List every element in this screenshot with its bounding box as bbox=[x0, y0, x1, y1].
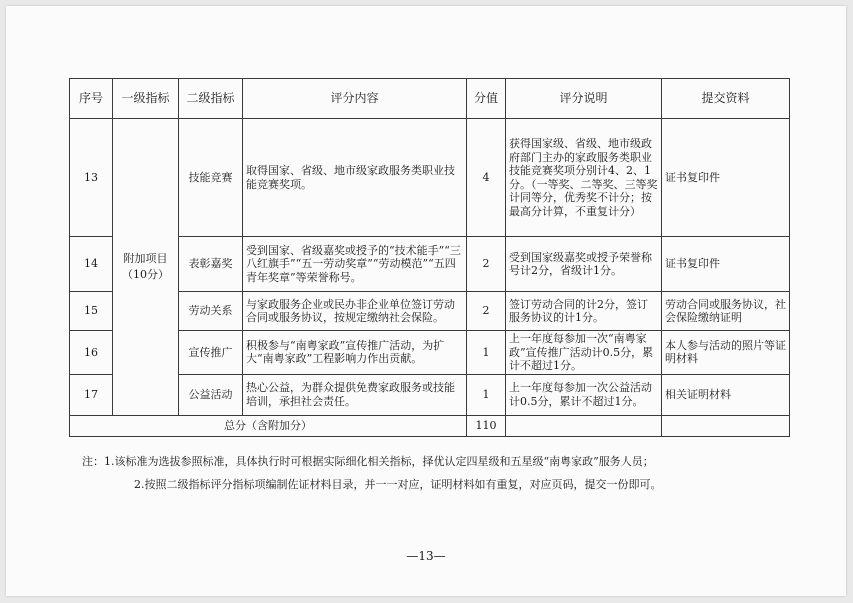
footnote-2: 2.按照二级指标评分指标项编制佐证材料目录，并一一对应，证明材料如有重复，对应页码，提交一份即可。 bbox=[134, 478, 662, 491]
row-content: 受到国家、省级嘉奖或授予的“技术能手”“三八红旗手”“五一劳动奖章”“劳动模范”“五四青年奖章”等荣誉称号。 bbox=[243, 237, 467, 292]
table-header-row bbox=[70, 79, 790, 119]
row-index: 17 bbox=[70, 374, 113, 415]
row-index: 14 bbox=[70, 237, 113, 292]
header-materials: 提交资料 bbox=[662, 79, 790, 119]
footnote-1: 注：1.该标准为选拔参照标准，具体执行时可根据实际细化相关指标，择优认定四星级和五星级“南粤家政”服务人员； bbox=[82, 455, 654, 468]
row-materials: 本人参与活动的照片等证明材料 bbox=[662, 331, 790, 375]
row-explanation: 上一年度每参加一次公益活动计0.5分，累计不超过1分。 bbox=[506, 374, 662, 415]
document-page bbox=[6, 6, 846, 596]
page-number: —13— bbox=[406, 549, 446, 563]
table-row bbox=[70, 119, 790, 237]
total-value: 110 bbox=[467, 415, 506, 436]
level1-additional: 附加项目 （10分） bbox=[113, 119, 179, 416]
row-index: 15 bbox=[70, 292, 113, 331]
header-score: 分值 bbox=[467, 79, 506, 119]
total-empty-cell bbox=[506, 415, 662, 436]
row-content: 取得国家、省级、地市级家政服务类职业技能竞赛奖项。 bbox=[243, 119, 467, 237]
total-empty-cell bbox=[662, 415, 790, 436]
row-score: 1 bbox=[467, 374, 506, 415]
row-level2: 表彰嘉奖 bbox=[179, 237, 243, 292]
header-level1: 一级指标 bbox=[113, 79, 179, 119]
row-score: 4 bbox=[467, 119, 506, 237]
row-content: 与家政服务企业或民办非企业单位签订劳动合同或服务协议，按规定缴纳社会保险。 bbox=[243, 292, 467, 331]
row-score: 1 bbox=[467, 331, 506, 375]
row-materials: 劳动合同或服务协议，社会保险缴纳证明 bbox=[662, 292, 790, 331]
row-index: 13 bbox=[70, 119, 113, 237]
total-label: 总分（含附加分） bbox=[70, 415, 467, 436]
row-score: 2 bbox=[467, 237, 506, 292]
row-explanation: 受到国家级嘉奖或授予荣誉称号计2分，省级计1分。 bbox=[506, 237, 662, 292]
row-level2: 公益活动 bbox=[179, 374, 243, 415]
row-score: 2 bbox=[467, 292, 506, 331]
row-index: 16 bbox=[70, 331, 113, 375]
row-materials: 证书复印件 bbox=[662, 119, 790, 237]
total-row bbox=[70, 415, 790, 436]
row-explanation: 签订劳动合同的计2分，签订服务协议的计1分。 bbox=[506, 292, 662, 331]
row-explanation: 获得国家级、省级、地市级政府部门主办的家政服务类职业技能竞赛奖项分别计4、2、1分。（一等奖、二等奖、三等奖计同等分，优秀奖不计分；按最高分计算，不重复计分） bbox=[506, 119, 662, 237]
row-materials: 相关证明材料 bbox=[662, 374, 790, 415]
header-index: 序号 bbox=[70, 79, 113, 119]
row-materials: 证书复印件 bbox=[662, 237, 790, 292]
row-content: 积极参与“南粤家政”宣传推广活动，为扩大“南粤家政”工程影响力作出贡献。 bbox=[243, 331, 467, 375]
header-content: 评分内容 bbox=[243, 79, 467, 119]
row-level2: 劳动关系 bbox=[179, 292, 243, 331]
row-content: 热心公益，为群众提供免费家政服务或技能培训，承担社会责任。 bbox=[243, 374, 467, 415]
scoring-table bbox=[69, 78, 790, 437]
row-level2: 技能竞赛 bbox=[179, 119, 243, 237]
header-level2: 二级指标 bbox=[179, 79, 243, 119]
row-level2: 宣传推广 bbox=[179, 331, 243, 375]
row-explanation: 上一年度每参加一次“南粤家政”宣传推广活动计0.5分，累计不超过1分。 bbox=[506, 331, 662, 375]
header-explanation: 评分说明 bbox=[506, 79, 662, 119]
